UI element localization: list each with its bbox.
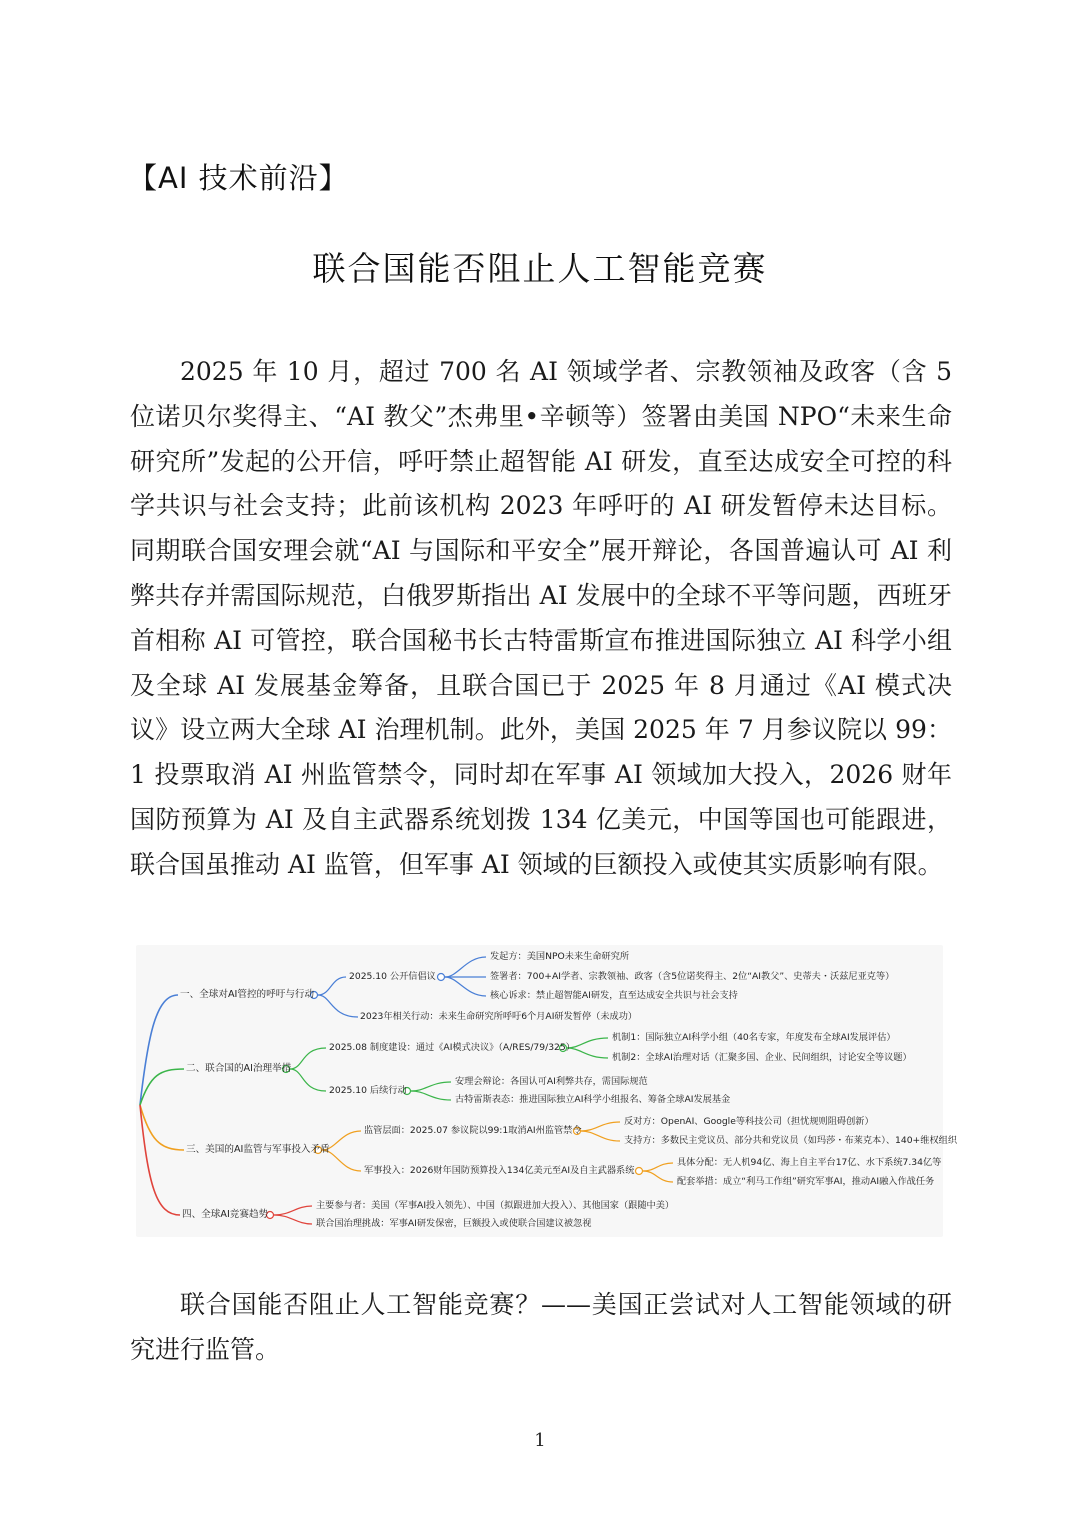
connector-b1-sub1 <box>318 977 346 995</box>
connector-b1-sub2 <box>318 995 358 1017</box>
mindmap-b2-leaf-2: 机制2：全球AI治理对话（汇聚多国、企业、民间组织，讨论安全等议题） <box>612 1052 912 1063</box>
connector-b2-sub2 <box>290 1069 326 1091</box>
conclusion-paragraph: 联合国能否阻止人工智能竞赛？——美国正尝试对人工智能领域的研究进行监管。 <box>130 1290 952 1364</box>
connector-b2-leaf3 <box>411 1082 451 1091</box>
mindmap-b1-leaf-1: 发起方：美国NPO未来生命研究所 <box>490 951 630 962</box>
section-tag: 【AI 技术前沿】 <box>128 161 349 195</box>
connector-b4-leaf1 <box>274 1206 312 1215</box>
mindmap-branch-2: 二、联合国的AI治理举措 <box>186 1063 292 1074</box>
node-b1-sub1 <box>438 974 445 981</box>
node-b3-sub2 <box>636 1168 643 1175</box>
mindmap-b2-sub-1: 2025.08 制度建设：通过《AI模式决议》（A/RES/79/325） <box>329 1042 575 1053</box>
mindmap-b3-sub-2: 军事投入：2026财年国防预算投入134亿美元至AI及自主武器系统 <box>364 1165 635 1176</box>
connector-b2-leaf4 <box>411 1091 451 1100</box>
connector-b3-leaf3 <box>643 1163 673 1171</box>
mindmap-branch-4: 四、全球AI竞赛趋势 <box>182 1209 269 1220</box>
connector-b2-sub1 <box>290 1048 326 1069</box>
connector-b3-leaf4 <box>643 1171 673 1182</box>
mindmap-b3-sub-1: 监管层面：2025.07 参议院以99:1取消AI州监管禁令 <box>364 1125 582 1136</box>
mindmap-b2-leaf-3: 安理会辩论：各国认可AI利弊共存，需国际规范 <box>455 1076 648 1087</box>
connector-b3-leaf2 <box>581 1131 620 1141</box>
mindmap-b2-leaf-4: 古特雷斯表态：推进国际独立AI科学小组报名、筹备全球AI发展基金 <box>455 1094 731 1105</box>
mindmap-b4-leaf-2: 联合国治理挑战：军事AI研发保密，巨额投入或使联合国建议被忽视 <box>316 1218 592 1229</box>
connector-b1-leaf1 <box>445 957 486 977</box>
body-paragraph: 2025 年 10 月，超过 700 名 AI 领域学者、宗教领袖及政客（含 5 位诺贝尔奖得主、“AI 教父”杰弗里•辛顿等）签署由美国 NPO“未来生命研究所”发起的公开信，呼吁禁止超智能 AI 研发，直至达成安全可控的科学共识与社会支持；此前该机构 2023 年呼吁的 AI 研发暂停未达目标。同期联合国安理会就“AI 与国际和平安全”展开辩论，各国普遍认可 AI 利弊共存并需国际规范，白俄罗斯指出 AI 发展中的全球不平等问题，西班牙首相称 AI 可管控，联合国秘书长古特雷斯宣布推进国际独立 AI 科学小组及全球 AI 发展基金筹备，且联合国已于 2025 年 8 月通过《AI 模式决议》设立两大全球 AI 治理机制。此外，美国 2025 年 7 月参议院以 99：1 投票取消 AI 州监管禁令，同时却在军事 AI 领域加大投入，2026 财年国防预算为 AI 及自主武器系统划拨 134 亿美元，中国等国也可能跟进，联合国虽推动 AI 监管，但军事 AI 领域的巨额投入或使其实质影响有限。 <box>130 357 952 879</box>
mindmap-b4-leaf-1: 主要参与者：美国（军事AI投入领先）、中国（拟跟进加大投入）、其他国家（跟随中美） <box>316 1200 675 1211</box>
connector-b4-leaf2 <box>274 1215 312 1224</box>
mindmap-branch-3: 三、美国的AI监管与军事投入矛盾 <box>186 1144 330 1155</box>
mindmap-branch-1: 一、全球对AI管控的呼吁与行动 <box>180 989 315 1000</box>
page-title: 联合国能否阻止人工智能竞赛 <box>312 249 768 288</box>
connector-root-b2 <box>140 1069 184 1105</box>
mindmap-b2-leaf-1: 机制1：国际独立AI科学小组（40名专家，年度发布全球AI发展评估） <box>612 1032 896 1043</box>
mindmap-b1-leaf-2: 签署者：700+AI学者、宗教领袖、政客（含5位诺奖得主、2位“AI教父”、史蒂夫・沃兹尼亚克等） <box>490 971 895 982</box>
mindmap-b3-leaf-1: 反对方：OpenAI、Google等科技公司（担忧规则阻碍创新） <box>624 1116 874 1127</box>
mindmap-b2-sub-2: 2025.10 后续行动 <box>329 1085 407 1096</box>
mindmap-b3-leaf-3: 具体分配：无人机94亿、海上自主平台17亿、水下系统7.34亿等 <box>677 1157 942 1168</box>
connector-root-b3 <box>140 1105 184 1150</box>
mind-map-figure <box>136 945 958 1237</box>
page-number: 1 <box>534 1430 546 1451</box>
connector-root-b1 <box>140 995 178 1105</box>
mindmap-b1-leaf-3: 核心诉求：禁止超智能AI研发，直至达成安全共识与社会支持 <box>490 990 738 1001</box>
connector-b1-leaf3 <box>445 977 486 996</box>
mindmap-b1-sub-1: 2025.10 公开信倡议 <box>349 971 436 982</box>
mindmap-b3-leaf-2: 支持方：多数民主党议员、部分共和党议员（如玛莎・布莱克本）、140+维权组织 <box>624 1135 958 1146</box>
connector-b3-leaf1 <box>581 1122 620 1131</box>
mindmap-b1-sub-2: 2023年相关行动：未来生命研究所呼吁6个月AI研发暂停（未成功） <box>360 1011 638 1022</box>
mindmap-b3-leaf-4: 配套举措：成立“利马工作组”研究军事AI，推动AI融入作战任务 <box>677 1176 935 1187</box>
